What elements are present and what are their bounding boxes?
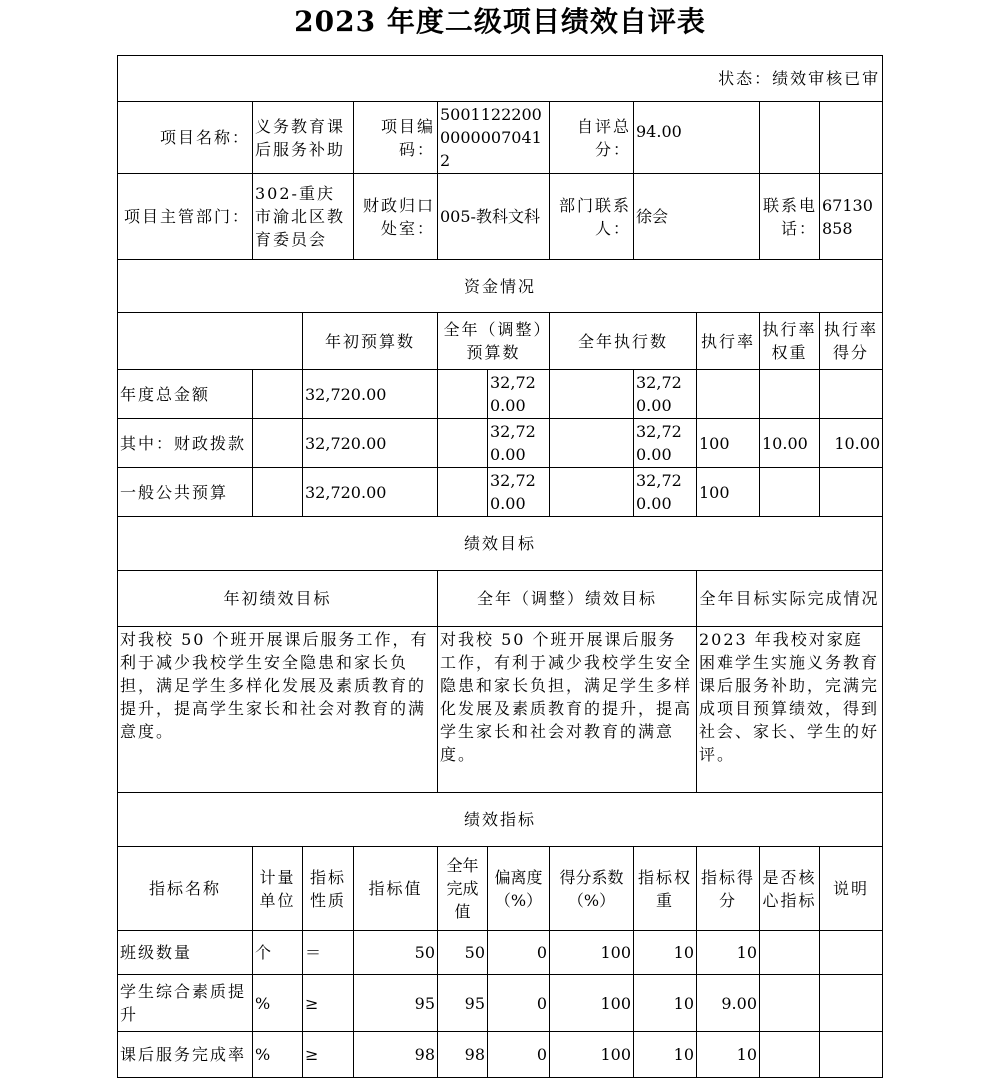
empty-cell: [438, 419, 488, 468]
empty-cell: [118, 313, 303, 370]
ind-header-unit: 计量单位: [253, 847, 303, 931]
status-text: 状态：绩效审核已审: [118, 56, 883, 102]
funds-adjusted: 32,720.00: [488, 370, 550, 419]
ind-core: [760, 931, 820, 975]
empty-cell: [253, 419, 303, 468]
funds-weight: [760, 370, 820, 419]
funds-initial: 32,720.00: [303, 370, 438, 419]
ind-name: 班级数量: [118, 931, 253, 975]
funds-score: 10.00: [820, 419, 883, 468]
ind-value: 95: [354, 975, 438, 1032]
ind-header-coef: 得分系数（%）: [550, 847, 634, 931]
funds-row-name: 年度总金额: [118, 370, 253, 419]
funds-header-weight: 执行率权重: [760, 313, 820, 370]
ind-header-core: 是否核心指标: [760, 847, 820, 931]
funds-score: [820, 370, 883, 419]
project-name-label: 项目名称：: [118, 102, 253, 174]
project-code-label: 项目编码：: [354, 102, 438, 174]
ind-weight: 10: [634, 1032, 697, 1078]
ind-done: 98: [438, 1032, 488, 1078]
goals-header-initial: 年初绩效目标: [118, 571, 438, 627]
funds-row-name: 其中：财政拨款: [118, 419, 253, 468]
funds-header-initial: 年初预算数: [303, 313, 438, 370]
ind-value: 50: [354, 931, 438, 975]
empty-cell: [760, 102, 820, 174]
funds-header-adjusted: 全年（调整）预算数: [438, 313, 550, 370]
funds-executed: 32,720.00: [634, 419, 697, 468]
funds-rate: 100: [697, 419, 760, 468]
ind-weight: 10: [634, 975, 697, 1032]
empty-cell: [550, 370, 634, 419]
contact-label: 部门联系人：: [550, 174, 634, 260]
funds-adjusted: 32,720.00: [488, 468, 550, 517]
ind-unit: 个: [253, 931, 303, 975]
empty-cell: [820, 102, 883, 174]
ind-note: [820, 931, 883, 975]
empty-cell: [438, 468, 488, 517]
dept-label: 项目主管部门：: [118, 174, 253, 260]
empty-cell: [253, 370, 303, 419]
page-title: 2023 年度二级项目绩效自评表: [294, 5, 706, 38]
ind-header-note: 说明: [820, 847, 883, 931]
ind-header-weight: 指标权重: [634, 847, 697, 931]
phone-label: 联系电话：: [760, 174, 820, 260]
funds-row: [118, 468, 883, 517]
ind-score: 9.00: [697, 975, 760, 1032]
funds-section-title: 资金情况: [118, 260, 883, 313]
indicator-row: [118, 975, 883, 1032]
ind-value: 98: [354, 1032, 438, 1078]
empty-cell: [253, 468, 303, 517]
ind-coef: 100: [550, 931, 634, 975]
ind-header-name: 指标名称: [118, 847, 253, 931]
goals-header-actual: 全年目标实际完成情况: [697, 571, 883, 627]
ind-nature: ＝: [303, 931, 354, 975]
indicators-section-title: 绩效指标: [118, 793, 883, 847]
goals-adjusted-text: 对我校 50 个班开展课后服务工作，有利于减少我校学生安全隐患和家长负担，满足学生多样化发展及素质教育的提升，提高学生家长和社会对教育的满意度。: [438, 627, 697, 793]
ind-header-deviation: 偏离度（%）: [488, 847, 550, 931]
funds-row-name: 一般公共预算: [118, 468, 253, 517]
funds-header-executed: 全年执行数: [550, 313, 697, 370]
funds-initial: 32,720.00: [303, 468, 438, 517]
funds-rate: 100: [697, 468, 760, 517]
funds-rate: [697, 370, 760, 419]
ind-header-score: 指标得分: [697, 847, 760, 931]
ind-coef: 100: [550, 1032, 634, 1078]
ind-note: [820, 975, 883, 1032]
empty-cell: [438, 370, 488, 419]
self-evaluation-table: [117, 55, 883, 1078]
dept-value: 302-重庆市渝北区教育委员会: [253, 174, 354, 260]
indicator-row: [118, 931, 883, 975]
ind-coef: 100: [550, 975, 634, 1032]
goals-section-title: 绩效目标: [118, 517, 883, 571]
phone-value: 67130858: [820, 174, 883, 260]
funds-weight: 10.00: [760, 419, 820, 468]
ind-header-value: 指标值: [354, 847, 438, 931]
empty-cell: [550, 468, 634, 517]
funds-row: [118, 370, 883, 419]
ind-unit: %: [253, 1032, 303, 1078]
funds-executed: 32,720.00: [634, 370, 697, 419]
goals-initial-text: 对我校 50 个班开展课后服务工作，有利于减少我校学生安全隐患和家长负担，满足学生多样化发展及素质教育的提升，提高学生家长和社会对教育的满意度。: [118, 627, 438, 793]
ind-nature: ≥: [303, 1032, 354, 1078]
ind-name: 课后服务完成率: [118, 1032, 253, 1078]
ind-score: 10: [697, 931, 760, 975]
self-score-value: 94.00: [634, 102, 760, 174]
ind-deviation: 0: [488, 975, 550, 1032]
project-code-value: 500112220000000070412: [438, 102, 550, 174]
indicator-row: [118, 1032, 883, 1078]
ind-header-nature: 指标性质: [303, 847, 354, 931]
ind-done: 95: [438, 975, 488, 1032]
ind-core: [760, 975, 820, 1032]
ind-weight: 10: [634, 931, 697, 975]
ind-name: 学生综合素质提升: [118, 975, 253, 1032]
ind-deviation: 0: [488, 1032, 550, 1078]
funds-row: [118, 419, 883, 468]
ind-header-done: 全年完成值: [438, 847, 488, 931]
goals-header-adjusted: 全年（调整）绩效目标: [438, 571, 697, 627]
ind-score: 10: [697, 1032, 760, 1078]
funds-executed: 32,720.00: [634, 468, 697, 517]
ind-unit: %: [253, 975, 303, 1032]
funds-weight: [760, 468, 820, 517]
funds-initial: 32,720.00: [303, 419, 438, 468]
ind-core: [760, 1032, 820, 1078]
office-value: 005-教科文科: [438, 174, 550, 260]
ind-nature: ≥: [303, 975, 354, 1032]
ind-note: [820, 1032, 883, 1078]
goals-actual-text: 2023 年我校对家庭困难学生实施义务教育课后服务补助，完满完成项目预算绩效，得到社会、家长、学生的好评。: [697, 627, 883, 793]
ind-deviation: 0: [488, 931, 550, 975]
empty-cell: [550, 419, 634, 468]
funds-header-score: 执行率得分: [820, 313, 883, 370]
self-score-label: 自评总分：: [550, 102, 634, 174]
funds-score: [820, 468, 883, 517]
funds-adjusted: 32,720.00: [488, 419, 550, 468]
contact-value: 徐会: [634, 174, 760, 260]
funds-header-rate: 执行率: [697, 313, 760, 370]
project-name-value: 义务教育课后服务补助: [253, 102, 354, 174]
office-label: 财政归口处室：: [354, 174, 438, 260]
ind-done: 50: [438, 931, 488, 975]
